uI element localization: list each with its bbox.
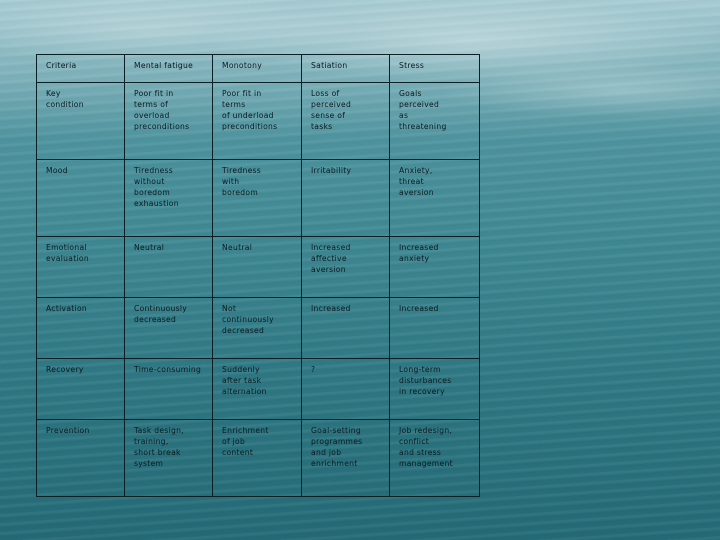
table-row — [37, 359, 480, 420]
header-cell: Criteria — [37, 55, 125, 83]
table-row — [37, 160, 480, 237]
table-cell: Anxiety, threat aversion — [390, 160, 480, 237]
table-cell: Increased anxiety — [390, 237, 480, 298]
table-cell: Task design, training, short break system — [125, 420, 213, 497]
row-label-cell: Prevention — [37, 420, 125, 497]
comparison-table — [36, 54, 480, 497]
table-cell: Poor fit in terms of overload preconditions — [125, 83, 213, 160]
row-label-cell: Mood — [37, 160, 125, 237]
table-row — [37, 420, 480, 497]
table-cell: Not continuously decreased — [213, 298, 302, 359]
table-row — [37, 83, 480, 160]
table-row — [37, 237, 480, 298]
table-cell: Time-consuming — [125, 359, 213, 420]
header-cell: Stress — [390, 55, 480, 83]
row-label-cell: Recovery — [37, 359, 125, 420]
table-cell: Long-term disturbances in recovery — [390, 359, 480, 420]
table-cell: Continuously decreased — [125, 298, 213, 359]
table-cell: Job redesign, conflict and stress management — [390, 420, 480, 497]
table-header-row — [37, 55, 480, 83]
table-cell: Neutral — [125, 237, 213, 298]
table-cell: ? — [302, 359, 390, 420]
row-label-cell: Activation — [37, 298, 125, 359]
table-cell: Irritability — [302, 160, 390, 237]
table-cell: Tiredness with boredom — [213, 160, 302, 237]
table-cell: Enrichment of job content — [213, 420, 302, 497]
table-cell: Increased — [302, 298, 390, 359]
table-cell: Poor fit in terms of underload preconditions — [213, 83, 302, 160]
header-cell: Mental fatigue — [125, 55, 213, 83]
header-cell: Monotony — [213, 55, 302, 83]
table-cell: Goal-setting programmes and job enrichment — [302, 420, 390, 497]
table-row — [37, 298, 480, 359]
row-label-cell: Key condition — [37, 83, 125, 160]
table-cell: Loss of perceived sense of tasks — [302, 83, 390, 160]
row-label-cell: Emotional evaluation — [37, 237, 125, 298]
table-cell: Increased — [390, 298, 480, 359]
header-cell: Satiation — [302, 55, 390, 83]
table-cell: Suddenly after task alternation — [213, 359, 302, 420]
table-cell: Goals perceived as threatening — [390, 83, 480, 160]
table-cell: Increased affective aversion — [302, 237, 390, 298]
table-cell: Tiredness without boredom exhaustion — [125, 160, 213, 237]
table-cell: Neutral — [213, 237, 302, 298]
